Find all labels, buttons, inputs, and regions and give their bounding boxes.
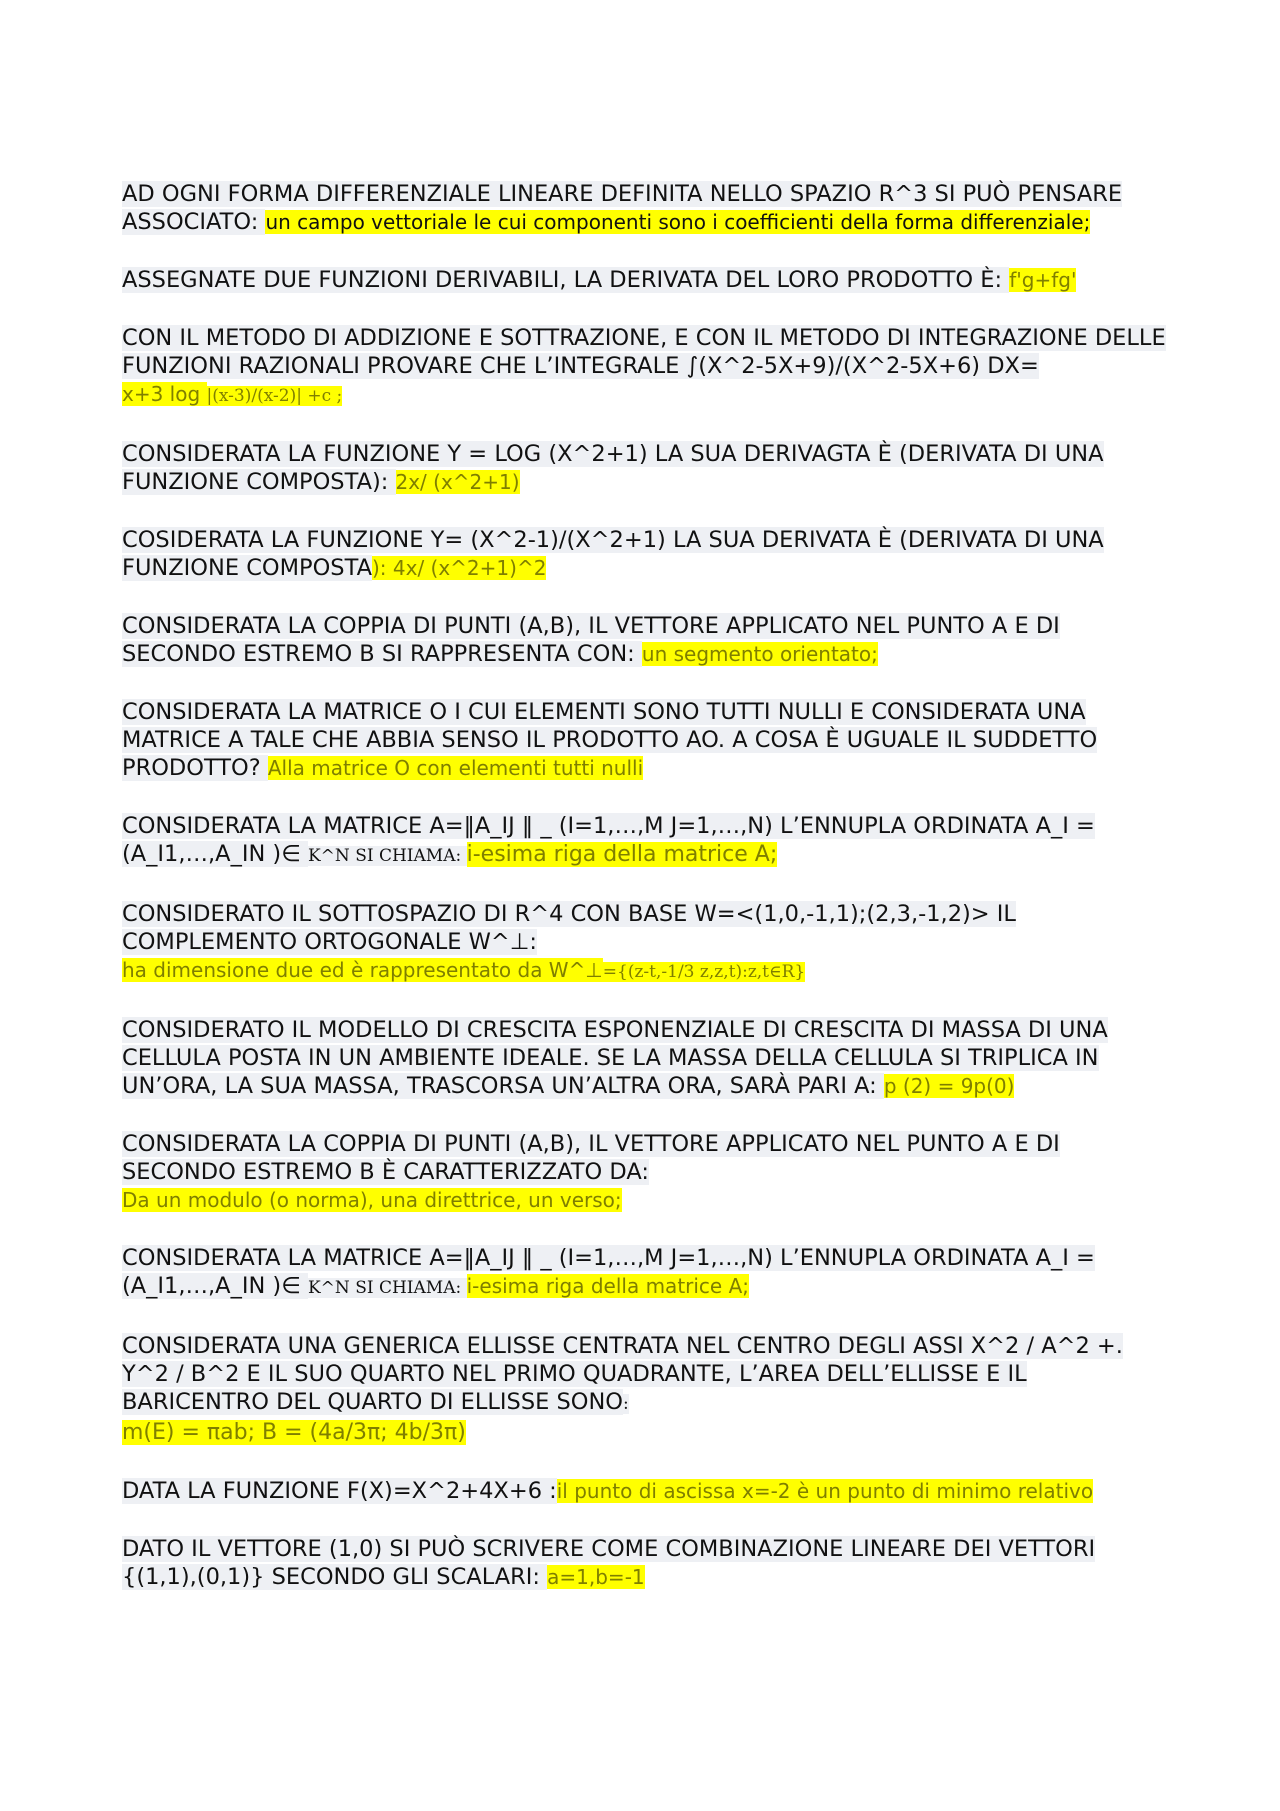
answer-highlight: f'g+fg' <box>1009 268 1077 292</box>
answer-highlight: i-esima riga della matrice A; <box>466 842 778 867</box>
question-text: AD OGNI FORMA DIFFERENZIALE LINEARE DEFINITA NELLO SPAZIO R^3 SI PUÒ PENSARE ASSOCIATO: <box>122 181 1123 235</box>
qa-item-8 <box>122 812 1172 870</box>
answer-highlight: il punto di ascissa x=-2 è un punto di minimo relativo <box>556 1479 1094 1503</box>
answer-highlight: ): 4x/ (x^2+1)^2 <box>371 556 547 580</box>
qa-item-11 <box>122 1130 1172 1214</box>
question-text: ASSEGNATE DUE FUNZIONI DERIVABILI, LA DERIVATA DEL LORO PRODOTTO È: <box>122 267 1010 293</box>
qa-item-14 <box>122 1477 1172 1505</box>
qa-item-1 <box>122 180 1172 236</box>
answer-highlight: un campo vettoriale le cui componenti sono i coefficienti della forma differenziale; <box>265 210 1091 234</box>
qa-item-15 <box>122 1535 1172 1591</box>
question-text: CONSIDERATA LA MATRICE A=‖A_IJ ‖ _ (I=1,…,M J=1,…,N) L’ENNUPLA ORDINATA A_I =(A_I1,…,A_IN )∈ <box>122 813 1095 867</box>
answer-highlight: ha dimensione due ed è rappresentato da W^⊥ <box>122 958 603 982</box>
answer-highlight-formula: ={(z-t,-1/3 z,z,t):z,t∈R} <box>602 962 806 982</box>
qa-item-5 <box>122 526 1172 582</box>
question-text: CONSIDERATA LA MATRICE A=‖A_IJ ‖ _ (I=1,…,M J=1,…,N) L’ENNUPLA ORDINATA A_I =(A_I1,…,A_IN )∈ <box>122 1245 1095 1299</box>
qa-item-10 <box>122 1016 1172 1100</box>
question-text: CONSIDERATA LA FUNZIONE Y = LOG (X^2+1) LA SUA DERIVAGTA È (DERIVATA DI UNA FUNZIONE COMPOSTA): <box>122 441 1104 495</box>
question-text-serif: : <box>623 1394 629 1414</box>
qa-item-6 <box>122 612 1172 668</box>
question-text: CONSIDERATO IL MODELLO DI CRESCITA ESPONENZIALE DI CRESCITA DI MASSA DI UNA CELLULA POSTA IN UN AMBIENTE IDEALE. SE LA MASSA DELLA CELLULA SI TRIPLICA IN UN’ORA, LA SUA MASSA, TRASCORSA UN’ALTRA ORA, SARÀ PARI A: <box>122 1017 1108 1099</box>
answer-highlight: i-esima riga della matrice A; <box>466 1274 750 1298</box>
answer-highlight: p (2) = 9p(0) <box>883 1074 1015 1098</box>
qa-item-2 <box>122 266 1172 294</box>
question-text: DATA LA FUNZIONE F(X)=X^2+4X+6 : <box>122 1478 557 1504</box>
question-text-serif: K^N SI CHIAMA: <box>307 846 467 866</box>
answer-highlight: un segmento orientato; <box>641 642 878 666</box>
qa-item-3 <box>122 324 1172 410</box>
question-text: CONSIDERATA UNA GENERICA ELLISSE CENTRATA NEL CENTRO DEGLI ASSI X^2 / A^2 +. Y^2 / B^2 E IL SUO QUARTO NEL PRIMO QUADRANTE, L’AREA DELL’ELLISSE E IL BARICENTRO DEL QUARTO DI ELLISSE SONO <box>122 1333 1123 1415</box>
qa-item-12 <box>122 1244 1172 1302</box>
question-text: CONSIDERATO IL SOTTOSPAZIO DI R^4 CON BASE W=<(1,0,-1,1);(2,3,-1,2)> IL COMPLEMENTO ORTOGONALE W^⊥: <box>122 901 1016 955</box>
question-text: DATO IL VETTORE (1,0) SI PUÒ SCRIVERE COME COMBINAZIONE LINEARE DEI VETTORI {(1,1),(0,1)} SECONDO GLI SCALARI: <box>122 1536 1096 1590</box>
qa-item-4 <box>122 440 1172 496</box>
question-text-serif: K^N SI CHIAMA: <box>307 1278 467 1298</box>
answer-highlight: Alla matrice O con elementi tutti nulli <box>267 756 644 780</box>
answer-highlight: Da un modulo (o norma), una direttrice, un verso; <box>122 1188 622 1212</box>
qa-item-13 <box>122 1332 1172 1447</box>
answer-highlight: x+3 log <box>122 382 207 406</box>
document-page <box>122 180 1172 1621</box>
answer-highlight: a=1,b=-1 <box>547 1565 645 1589</box>
answer-highlight: m(E) = πab; B = (4a/3π; 4b/3π) <box>122 1420 466 1445</box>
answer-highlight: 2x/ (x^2+1) <box>395 470 520 494</box>
question-text: CON IL METODO DI ADDIZIONE E SOTTRAZIONE, E CON IL METODO DI INTEGRAZIONE DELLE FUNZIONI RAZIONALI PROVARE CHE L’INTEGRALE ∫(X^2-5X+9)/(X^2-5X+6) DX= <box>122 325 1166 379</box>
question-text: CONSIDERATA LA COPPIA DI PUNTI (A,B), IL VETTORE APPLICATO NEL PUNTO A E DI SECONDO ESTREMO B È CARATTERIZZATO DA: <box>122 1131 1060 1185</box>
question-text: COSIDERATA LA FUNZIONE Y= (X^2-1)/(X^2+1) LA SUA DERIVATA È (DERIVATA DI UNA FUNZIONE COMPOSTA <box>122 527 1104 581</box>
answer-highlight-formula: |(x-3)/(x-2)| +c ; <box>206 386 343 406</box>
qa-item-7 <box>122 698 1172 782</box>
qa-item-9 <box>122 900 1172 986</box>
question-text: CONSIDERATA LA MATRICE O I CUI ELEMENTI SONO TUTTI NULLI E CONSIDERATA UNA MATRICE A TALE CHE ABBIA SENSO IL PRODOTTO AO. A COSA È UGUALE IL SUDDETTO PRODOTTO? <box>122 699 1098 781</box>
question-text: CONSIDERATA LA COPPIA DI PUNTI (A,B), IL VETTORE APPLICATO NEL PUNTO A E DI SECONDO ESTREMO B SI RAPPRESENTA CON: <box>122 613 1060 667</box>
